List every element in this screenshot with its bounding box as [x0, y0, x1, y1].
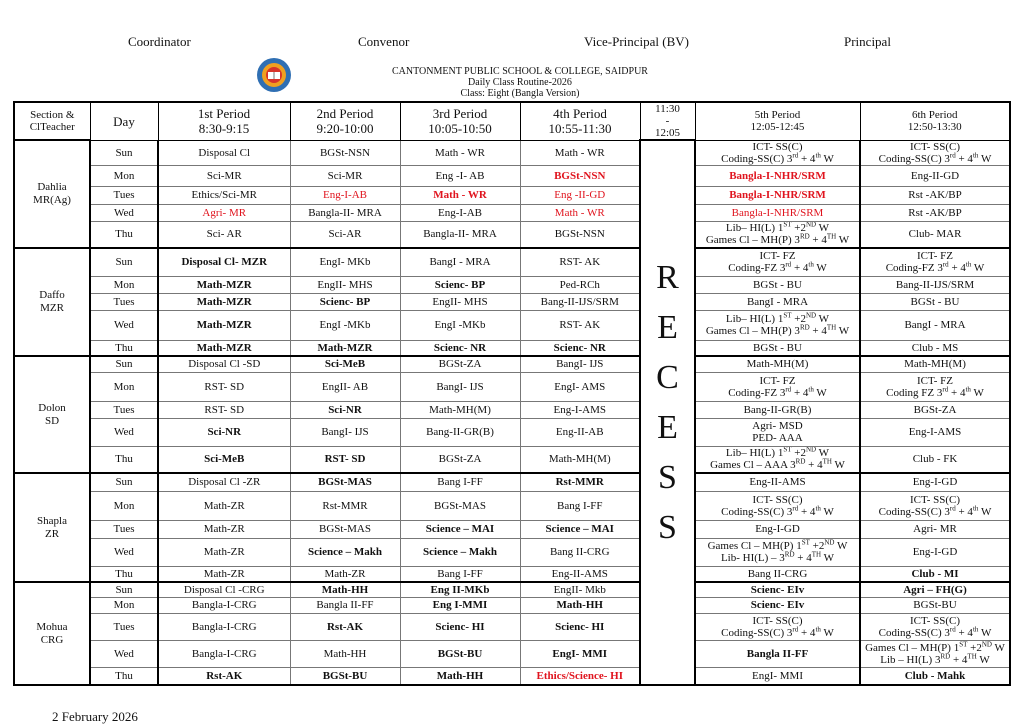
period-1-cell: Math-ZR — [158, 566, 290, 582]
period-6-cell: Agri- MR — [860, 520, 1010, 538]
period-6-cell: ICT- SS(C) Coding-SS(C) 3rd + 4th W — [860, 491, 1010, 520]
routine-row — [14, 221, 1010, 248]
signature-coordinator: Coordinator — [128, 34, 191, 49]
period-4-cell: Math-MH(M) — [520, 446, 640, 473]
period-4-cell: EngII- Mkb — [520, 582, 640, 597]
period-1-cell: RST- SD — [158, 372, 290, 401]
day-cell: Tues — [90, 293, 158, 310]
period-3-cell: Bang I-FF — [400, 566, 520, 582]
routine-row — [14, 204, 1010, 221]
routine-row — [14, 140, 1010, 165]
period-3-cell: EngI -MKb — [400, 310, 520, 340]
day-cell: Sun — [90, 248, 158, 276]
day-cell: Mon — [90, 597, 158, 613]
period-5-cell: BGSt - BU — [695, 340, 860, 356]
ordinal-suffix: th — [815, 624, 821, 633]
period-4-cell: Math - WR — [520, 204, 640, 221]
period-2-cell: Math-MZR — [290, 340, 400, 356]
ordinal-suffix: rd — [792, 624, 799, 633]
period-5-cell: Lib– HI(L) 1ST +2ND W Games Cl – MH(P) 3RD + 4TH W — [695, 221, 860, 248]
day-cell: Mon — [90, 491, 158, 520]
school-name: CANTONMENT PUBLIC SCHOOL & COLLEGE, SAIDPUR — [392, 66, 648, 77]
period-4-cell: Science – MAI — [520, 520, 640, 538]
recess-letter: E — [657, 409, 678, 446]
ordinal-suffix: ND — [806, 311, 817, 320]
period-2-cell: EngII- MHS — [290, 276, 400, 293]
day-cell: Wed — [90, 418, 158, 446]
day-cell: Wed — [90, 538, 158, 566]
ordinal-suffix: rd — [949, 150, 956, 159]
ordinal-suffix: TH — [826, 232, 837, 241]
period-3-cell: Math-MH(M) — [400, 401, 520, 418]
period-5-cell: ICT- SS(C) Coding-SS(C) 3rd + 4th W — [695, 140, 860, 165]
ordinal-suffix: RD — [799, 323, 810, 332]
ordinal-suffix: rd — [792, 150, 799, 159]
ordinal-suffix: ST — [801, 538, 810, 547]
period-2-cell: BangI- IJS — [290, 418, 400, 446]
routine-row — [14, 613, 1010, 640]
day-header: Day — [90, 102, 158, 140]
day-cell: Sun — [90, 356, 158, 372]
period-5-cell: ICT- SS(C) Coding-SS(C) 3rd + 4th W — [695, 613, 860, 640]
period-3-cell: Eng I-MMI — [400, 597, 520, 613]
period-6-cell: Games Cl – MH(P) 1ST +2ND W Lib – HI(L) 3RD + 4TH W — [860, 640, 1010, 667]
ordinal-suffix: ST — [783, 446, 792, 454]
period-1-cell: Rst-AK — [158, 667, 290, 685]
day-cell: Sun — [90, 473, 158, 491]
routine-row — [14, 356, 1010, 372]
ordinal-suffix: ND — [981, 640, 992, 648]
routine-row — [14, 491, 1010, 520]
period-6-cell: Rst -AK/BP — [860, 204, 1010, 221]
period-4-header: 4th Period 10:55-11:30 — [520, 102, 640, 140]
period-1-cell: Bangla-I-CRG — [158, 613, 290, 640]
recess-letter: E — [657, 309, 678, 346]
period-6-cell: Eng-I-GD — [860, 538, 1010, 566]
section-teacher-cell: Dolon SD — [14, 356, 90, 473]
routine-row — [14, 538, 1010, 566]
period-5-cell: Games Cl – MH(P) 1ST +2ND W Lib- HI(L) – 3RD + 4TH W — [695, 538, 860, 566]
period-1-cell: Agri- MR — [158, 204, 290, 221]
period-4-cell: BangI- IJS — [520, 356, 640, 372]
period-1-cell: Math-ZR — [158, 520, 290, 538]
period-6-cell: ICT- FZ Coding FZ 3rd + 4th W — [860, 372, 1010, 401]
ordinal-suffix: TH — [967, 651, 977, 660]
day-cell: Tues — [90, 613, 158, 640]
routine-row — [14, 186, 1010, 204]
routine-row — [14, 520, 1010, 538]
period-6-cell: ICT- SS(C) Coding-SS(C) 3rd + 4th W — [860, 613, 1010, 640]
ordinal-suffix: rd — [942, 260, 949, 269]
period-3-cell: BGSt-BU — [400, 640, 520, 667]
ordinal-suffix: ND — [806, 221, 817, 229]
signature-convenor: Convenor — [358, 34, 410, 49]
period-3-cell: BangI - MRA — [400, 248, 520, 276]
ordinal-suffix: th — [965, 384, 971, 393]
day-cell: Wed — [90, 310, 158, 340]
day-cell: Tues — [90, 401, 158, 418]
school-logo — [256, 57, 292, 93]
ordinal-suffix: TH — [826, 323, 837, 332]
period-2-cell: BGSt-MAS — [290, 473, 400, 491]
period-6-cell: BangI - MRA — [860, 310, 1010, 340]
period-3-cell: BGSt-ZA — [400, 356, 520, 372]
routine-title: Daily Class Routine-2026 — [468, 77, 572, 88]
period-3-header: 3rd Period 10:05-10:50 — [400, 102, 520, 140]
footer-date: 2 February 2026 — [52, 709, 138, 724]
period-1-cell: Sci-MR — [158, 165, 290, 186]
ordinal-suffix: rd — [942, 384, 949, 393]
period-4-cell: EngI- AMS — [520, 372, 640, 401]
period-5-cell: Bangla II-FF — [695, 640, 860, 667]
recess-time-header: 11:30 - 12:05 — [640, 102, 695, 140]
day-cell: Mon — [90, 372, 158, 401]
ordinal-suffix: rd — [785, 384, 792, 393]
period-1-cell: Math-ZR — [158, 538, 290, 566]
routine-row — [14, 446, 1010, 473]
period-1-cell: Bangla-I-CRG — [158, 597, 290, 613]
ordinal-suffix: th — [815, 150, 821, 159]
period-3-cell: Math-HH — [400, 667, 520, 685]
routine-row — [14, 566, 1010, 582]
period-2-cell: Sci-MeB — [290, 356, 400, 372]
period-1-cell: Math-MZR — [158, 276, 290, 293]
ordinal-suffix: RD — [799, 232, 810, 241]
period-3-cell: Eng-I-AB — [400, 204, 520, 221]
period-6-cell: BGSt-ZA — [860, 401, 1010, 418]
period-3-cell: Scienc- HI — [400, 613, 520, 640]
ordinal-suffix: RD — [784, 550, 795, 559]
period-5-cell: Scienc- EIv — [695, 597, 860, 613]
period-4-cell: Rst-MMR — [520, 473, 640, 491]
period-1-cell: Math-MZR — [158, 293, 290, 310]
routine-row — [14, 310, 1010, 340]
period-6-cell: Club - Mahk — [860, 667, 1010, 685]
routine-row — [14, 293, 1010, 310]
routine-row — [14, 401, 1010, 418]
day-cell: Thu — [90, 446, 158, 473]
period-6-cell: ICT- SS(C) Coding-SS(C) 3rd + 4th W — [860, 140, 1010, 165]
period-5-cell: EngI- MMI — [695, 667, 860, 685]
period-4-cell: RST- AK — [520, 310, 640, 340]
period-4-cell: BGSt-NSN — [520, 221, 640, 248]
period-3-cell: Scienc- BP — [400, 276, 520, 293]
period-2-cell: EngI- MKb — [290, 248, 400, 276]
period-2-cell: Sci-MR — [290, 165, 400, 186]
period-4-cell: Scienc- HI — [520, 613, 640, 640]
period-6-cell: Club - FK — [860, 446, 1010, 473]
routine-row — [14, 276, 1010, 293]
period-5-cell: Lib– HI(L) 1ST +2ND W Games Cl – MH(P) 3RD + 4TH W — [695, 310, 860, 340]
period-1-cell: Disposal Cl -ZR — [158, 473, 290, 491]
period-4-cell: Ped-RCh — [520, 276, 640, 293]
period-2-cell: Sci-NR — [290, 401, 400, 418]
period-5-header: 5th Period 12:05-12:45 — [695, 102, 860, 140]
period-4-cell: Math-HH — [520, 597, 640, 613]
routine-row — [14, 667, 1010, 685]
period-6-cell: Club- MAR — [860, 221, 1010, 248]
period-5-cell: Bang II-CRG — [695, 566, 860, 582]
section-teacher-cell: Mohua CRG — [14, 582, 90, 685]
period-3-cell: Bang-II-GR(B) — [400, 418, 520, 446]
period-3-cell: BGSt-ZA — [400, 446, 520, 473]
period-6-cell: BGSt - BU — [860, 293, 1010, 310]
day-cell: Sun — [90, 582, 158, 597]
class-routine-table — [13, 101, 1011, 686]
period-3-cell: Scienc- NR — [400, 340, 520, 356]
ordinal-suffix: rd — [785, 260, 792, 269]
period-2-cell: Bangla-II- MRA — [290, 204, 400, 221]
class-label: Class: Eight (Bangla Version) — [460, 88, 580, 99]
ordinal-suffix: rd — [949, 624, 956, 633]
period-4-cell: Eng-II-AB — [520, 418, 640, 446]
period-2-cell: BGSt-NSN — [290, 140, 400, 165]
period-3-cell: Bangla-II- MRA — [400, 221, 520, 248]
period-4-cell: Bang II-CRG — [520, 538, 640, 566]
period-2-cell: Math-HH — [290, 582, 400, 597]
recess-letter: R — [656, 259, 679, 296]
section-teacher-cell: Daffo MZR — [14, 248, 90, 356]
period-4-cell: Bang-II-IJS/SRM — [520, 293, 640, 310]
signature-principal: Principal — [844, 34, 891, 49]
recess-column — [640, 140, 695, 685]
period-2-cell: Science – Makh — [290, 538, 400, 566]
routine-row — [14, 473, 1010, 491]
period-5-cell: Bangla-I-NHR/SRM — [695, 204, 860, 221]
recess-letter: C — [656, 359, 679, 396]
period-6-cell: Club - MS — [860, 340, 1010, 356]
period-2-cell: EngI -MKb — [290, 310, 400, 340]
period-1-cell: Disposal Cl -SD — [158, 356, 290, 372]
period-1-cell: Disposal Cl- MZR — [158, 248, 290, 276]
period-4-cell: Math - WR — [520, 140, 640, 165]
period-4-cell: Scienc- NR — [520, 340, 640, 356]
period-6-cell: Rst -AK/BP — [860, 186, 1010, 204]
period-6-header: 6th Period 12:50-13:30 — [860, 102, 1010, 140]
period-6-cell: Math-MH(M) — [860, 356, 1010, 372]
recess-letter: S — [658, 459, 677, 496]
period-6-cell: Bang-II-IJS/SRM — [860, 276, 1010, 293]
period-1-cell: Disposal Cl — [158, 140, 290, 165]
ordinal-suffix: rd — [792, 503, 799, 512]
period-1-cell: Math-ZR — [158, 491, 290, 520]
period-2-cell: Math-HH — [290, 640, 400, 667]
day-cell: Thu — [90, 566, 158, 582]
period-1-cell: Math-MZR — [158, 310, 290, 340]
period-2-cell: Bangla II-FF — [290, 597, 400, 613]
day-cell: Tues — [90, 186, 158, 204]
period-4-cell: EngI- MMI — [520, 640, 640, 667]
ordinal-suffix: th — [972, 150, 979, 159]
period-3-cell: EngII- MHS — [400, 293, 520, 310]
period-1-cell: RST- SD — [158, 401, 290, 418]
ordinal-suffix: th — [972, 503, 979, 512]
routine-row — [14, 165, 1010, 186]
period-5-cell: ICT- FZ Coding-FZ 3rd + 4th W — [695, 372, 860, 401]
period-5-cell: Bangla-I-NHR/SRM — [695, 186, 860, 204]
period-5-cell: Bangla-I-NHR/SRM — [695, 165, 860, 186]
period-6-cell: Agri – FH(G) — [860, 582, 1010, 597]
routine-row — [14, 582, 1010, 597]
section-header: Section & ClTeacher — [14, 102, 90, 140]
period-2-cell: EngII- AB — [290, 372, 400, 401]
routine-row — [14, 372, 1010, 401]
period-6-cell: Eng-I-AMS — [860, 418, 1010, 446]
period-2-cell: BGSt-BU — [290, 667, 400, 685]
period-2-cell: Sci-AR — [290, 221, 400, 248]
ordinal-suffix: th — [815, 503, 821, 512]
ordinal-suffix: rd — [949, 503, 956, 512]
ordinal-suffix: th — [972, 624, 979, 633]
period-1-cell: Disposal Cl -CRG — [158, 582, 290, 597]
ordinal-suffix: ND — [824, 538, 835, 547]
period-1-cell: Sci- AR — [158, 221, 290, 248]
day-cell: Wed — [90, 640, 158, 667]
ordinal-suffix: RD — [795, 457, 806, 466]
period-1-cell: Sci-MeB — [158, 446, 290, 473]
section-teacher-cell: Dahlia MR(Ag) — [14, 140, 90, 248]
routine-row — [14, 597, 1010, 613]
period-5-cell: Math-MH(M) — [695, 356, 860, 372]
period-6-cell: Eng-I-GD — [860, 473, 1010, 491]
period-1-cell: Sci-NR — [158, 418, 290, 446]
day-cell: Mon — [90, 276, 158, 293]
routine-row — [14, 248, 1010, 276]
period-2-cell: BGSt-MAS — [290, 520, 400, 538]
ordinal-suffix: th — [808, 260, 814, 269]
ordinal-suffix: RD — [940, 651, 951, 660]
section-teacher-cell: Shapla ZR — [14, 473, 90, 582]
period-3-cell: BangI- IJS — [400, 372, 520, 401]
day-cell: Wed — [90, 204, 158, 221]
day-cell: Thu — [90, 221, 158, 248]
period-5-cell: Agri- MSD PED- AAA — [695, 418, 860, 446]
routine-row — [14, 640, 1010, 667]
period-3-cell: Science – Makh — [400, 538, 520, 566]
period-4-cell: Eng-I-AMS — [520, 401, 640, 418]
period-2-cell: Eng-I-AB — [290, 186, 400, 204]
recess-letter: S — [658, 509, 677, 546]
period-6-cell: BGSt-BU — [860, 597, 1010, 613]
period-5-cell: Bang-II-GR(B) — [695, 401, 860, 418]
period-2-header: 2nd Period 9:20-10:00 — [290, 102, 400, 140]
routine-row — [14, 340, 1010, 356]
ordinal-suffix: th — [965, 260, 972, 269]
ordinal-suffix: ST — [783, 221, 792, 229]
period-5-cell: ICT- FZ Coding-FZ 3rd + 4th W — [695, 248, 860, 276]
period-2-cell: Rst-MMR — [290, 491, 400, 520]
day-cell: Tues — [90, 520, 158, 538]
period-1-cell: Ethics/Sci-MR — [158, 186, 290, 204]
period-2-cell: Scienc- BP — [290, 293, 400, 310]
period-2-cell: Rst-AK — [290, 613, 400, 640]
period-3-cell: Science – MAI — [400, 520, 520, 538]
period-4-cell: BGSt-NSN — [520, 165, 640, 186]
period-5-cell: Scienc- EIv — [695, 582, 860, 597]
ordinal-suffix: ST — [783, 311, 792, 320]
day-cell: Thu — [90, 340, 158, 356]
period-6-cell: Eng-II-GD — [860, 165, 1010, 186]
ordinal-suffix: ST — [959, 640, 968, 648]
period-5-cell: ICT- SS(C) Coding-SS(C) 3rd + 4th W — [695, 491, 860, 520]
period-4-cell: Ethics/Science- HI — [520, 667, 640, 685]
period-3-cell: Eng II-MKb — [400, 582, 520, 597]
ordinal-suffix: ND — [806, 446, 817, 454]
signature-vice-principal: Vice-Principal (BV) — [584, 34, 689, 49]
period-3-cell: Math - WR — [400, 140, 520, 165]
period-5-cell: Eng-II-AMS — [695, 473, 860, 491]
period-5-cell: Eng-I-GD — [695, 520, 860, 538]
period-4-cell: Eng -II-GD — [520, 186, 640, 204]
period-2-cell: Math-ZR — [290, 566, 400, 582]
period-1-header: 1st Period 8:30-9:15 — [158, 102, 290, 140]
period-2-cell: RST- SD — [290, 446, 400, 473]
period-5-cell: BGSt - BU — [695, 276, 860, 293]
day-cell: Mon — [90, 165, 158, 186]
period-3-cell: BGSt-MAS — [400, 491, 520, 520]
routine-row — [14, 418, 1010, 446]
day-cell: Sun — [90, 140, 158, 165]
ordinal-suffix: TH — [822, 457, 832, 466]
period-3-cell: Eng -I- AB — [400, 165, 520, 186]
period-1-cell: Bangla-I-CRG — [158, 640, 290, 667]
period-3-cell: Bang I-FF — [400, 473, 520, 491]
period-6-cell: ICT- FZ Coding-FZ 3rd + 4th W — [860, 248, 1010, 276]
ordinal-suffix: th — [808, 384, 814, 393]
period-4-cell: Bang I-FF — [520, 491, 640, 520]
period-4-cell: RST- AK — [520, 248, 640, 276]
period-5-cell: BangI - MRA — [695, 293, 860, 310]
period-3-cell: Math - WR — [400, 186, 520, 204]
period-1-cell: Math-MZR — [158, 340, 290, 356]
ordinal-suffix: TH — [811, 550, 822, 559]
period-5-cell: Lib– HI(L) 1ST +2ND W Games Cl – AAA 3RD + 4TH W — [695, 446, 860, 473]
period-4-cell: Eng-II-AMS — [520, 566, 640, 582]
day-cell: Thu — [90, 667, 158, 685]
period-6-cell: Club - MI — [860, 566, 1010, 582]
